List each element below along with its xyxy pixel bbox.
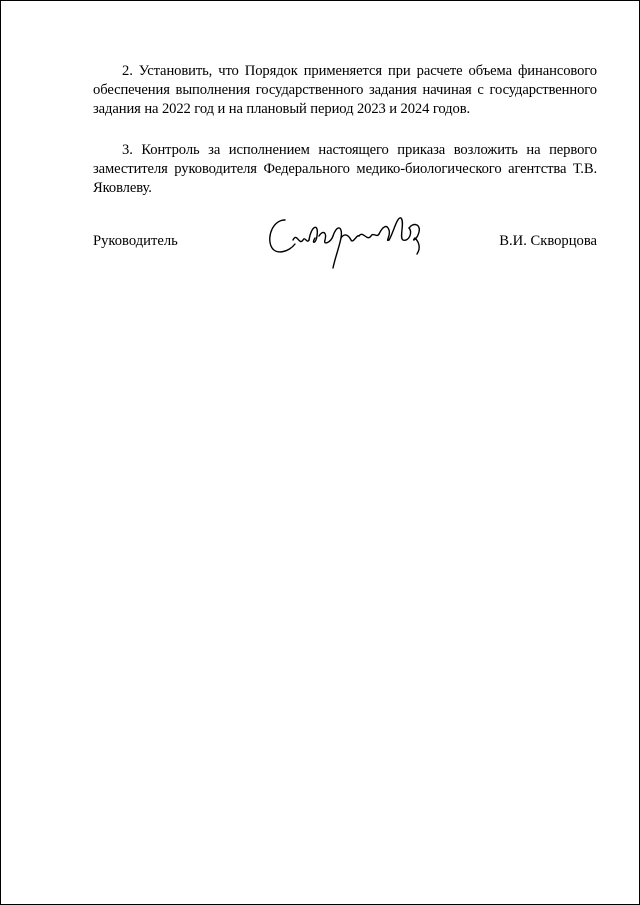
signatory-name: В.И. Скворцова: [499, 233, 597, 249]
signature-block: [93, 232, 597, 272]
document-body: [93, 62, 597, 220]
paragraph-3: 3. Контроль за исполнением настоящего приказа возложить на первого заместителя руководителя Федерального медико-биологического агентства Т.В. Яковлеву.: [93, 142, 597, 196]
signatory-position: Руководитель: [93, 233, 178, 249]
handwritten-signature: [263, 202, 433, 282]
paragraph-2: 2. Установить, что Порядок применяется при расчете объема финансового обеспечения выполнения государственного задания начиная с государственного задания на 2022 год и на плановый период 2023 и 2024 годов.: [93, 63, 597, 117]
